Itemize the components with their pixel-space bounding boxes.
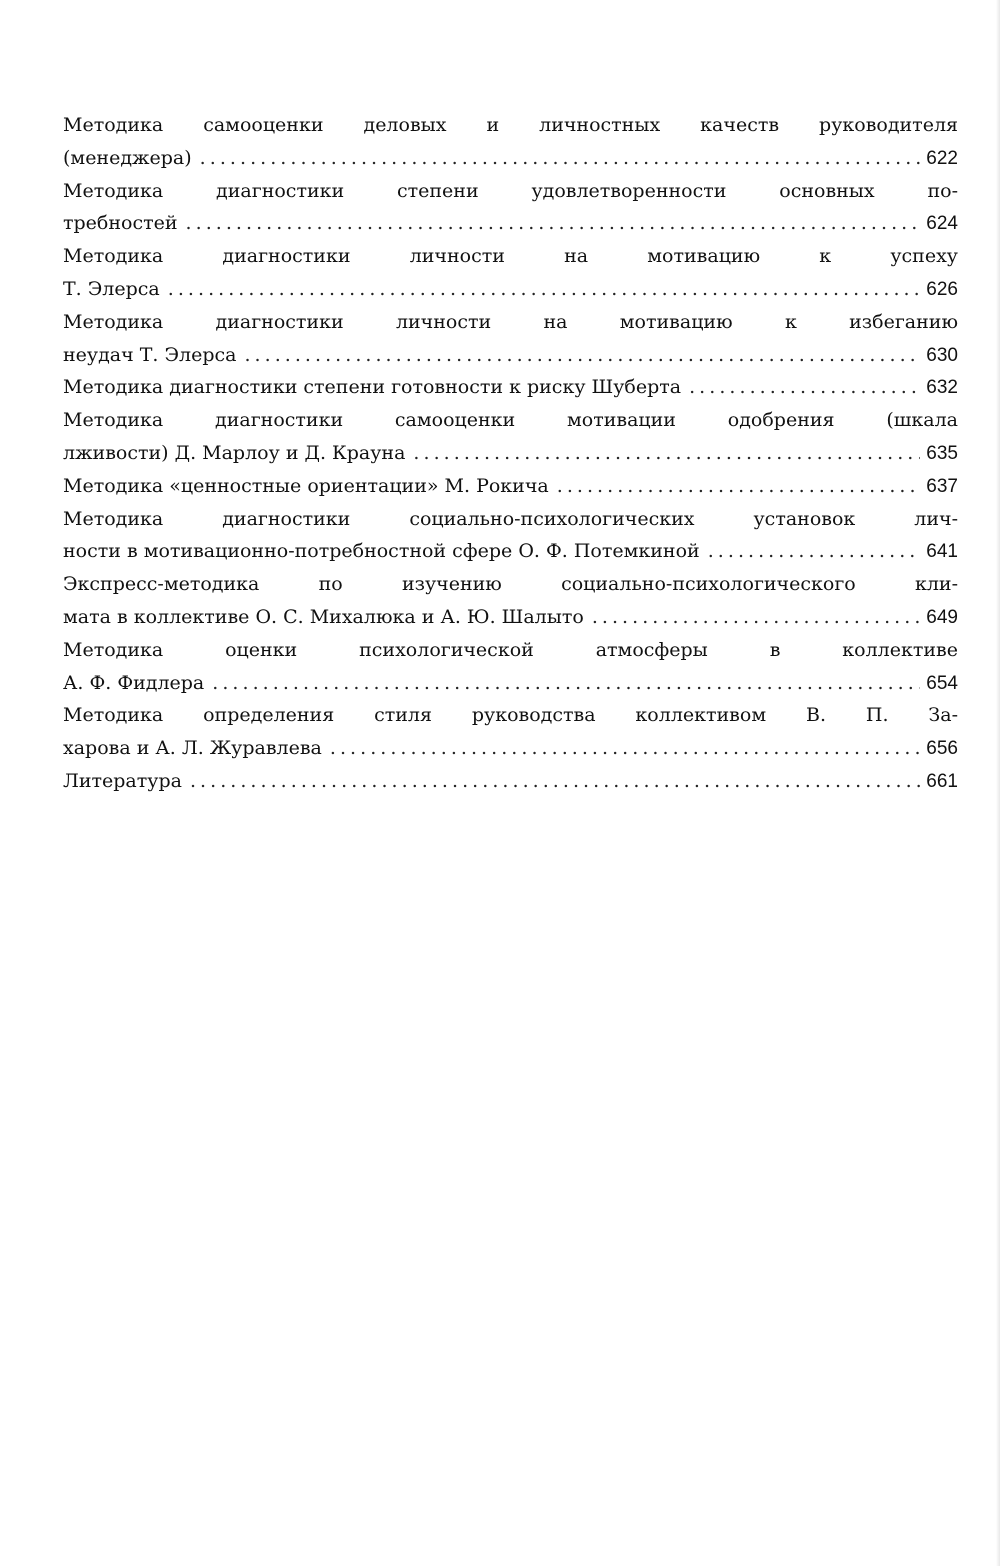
page-number: 622: [926, 147, 958, 169]
toc-entry: [63, 371, 958, 404]
toc-entry-title-end: Методика диагностики степени готовности к риску Шуберта: [63, 376, 682, 399]
dot-leader: [192, 142, 920, 175]
scan-edge: [996, 0, 1000, 1566]
toc-entry: [63, 568, 958, 634]
page-number: 649: [926, 606, 958, 628]
toc-entry: [63, 109, 958, 175]
toc-entry-title-end: А. Ф. Фидлера: [63, 671, 205, 694]
page-number: 641: [926, 541, 958, 563]
dot-leader: [160, 273, 920, 306]
toc-entry-final-line: [63, 142, 958, 175]
page-number: 661: [926, 770, 958, 792]
table-of-contents: [63, 109, 958, 798]
toc-entry-title-line: Методика диагностики социально-психологических установок лич-: [63, 507, 958, 530]
toc-entry: [63, 404, 958, 470]
toc-entry: [63, 503, 958, 569]
dot-leader: [584, 601, 920, 634]
toc-entry-final-line: [63, 601, 958, 634]
toc-entry: [63, 699, 958, 765]
toc-entry-title-end: (менеджера): [63, 146, 192, 169]
toc-entry-final-line: [63, 437, 958, 470]
page-number: 624: [926, 213, 958, 235]
toc-entry-final-line: [63, 207, 958, 240]
dot-leader: [236, 339, 920, 372]
toc-entry-title-end: неудач Т. Элерса: [63, 343, 237, 366]
dot-leader: [700, 535, 920, 568]
dot-leader: [681, 371, 920, 404]
toc-entry-final-line: [63, 535, 958, 568]
toc-entry-title-end: ности в мотивационно-потребностной сфере О. Ф. Потемкиной: [63, 540, 700, 563]
toc-entry: [63, 470, 958, 503]
toc-entry-final-line: [63, 339, 958, 372]
toc-entry-title-line: Методика самооценки деловых и личностных качеств руководителя: [63, 114, 958, 136]
toc-entry-title-end: Методика «ценностные ориентации» М. Рокича: [63, 474, 549, 497]
toc-entry-final-line: [63, 470, 958, 503]
toc-entry-title-line: Методика диагностики личности на мотивацию к избеганию: [63, 310, 958, 333]
page-number: 654: [926, 672, 958, 694]
toc-entry: [63, 634, 958, 700]
toc-entry-final-line: [63, 732, 958, 765]
page-number: 630: [926, 344, 958, 366]
dot-leader: [204, 667, 920, 700]
toc-entry-title-line: Методика определения стиля руководства коллективом В. П. За-: [63, 704, 958, 727]
toc-entry-final-line: [63, 371, 958, 404]
toc-entry-title-line: Экспресс-методика по изучению социально-психологического кли-: [63, 573, 958, 596]
toc-entry: [63, 175, 958, 241]
toc-entry-final-line: [63, 273, 958, 306]
page-number: 626: [926, 278, 958, 300]
toc-entry-final-line: [63, 667, 958, 700]
toc-entry-title-end: требностей: [63, 212, 178, 235]
page-number: 656: [926, 738, 958, 760]
toc-entry-title-line: Методика оценки психологической атмосферы в коллективе: [63, 638, 958, 661]
dot-leader: [178, 207, 920, 240]
page-number: 635: [926, 442, 958, 464]
toc-entry-title-line: Методика диагностики самооценки мотивации одобрения (шкала: [63, 409, 958, 432]
toc-entry-title-line: Методика диагностики степени удовлетворенности основных по-: [63, 179, 958, 202]
toc-entry: [63, 765, 958, 798]
dot-leader: [549, 470, 920, 503]
toc-entry: [63, 306, 958, 372]
toc-entry-title-end: мата в коллективе О. С. Михалюка и А. Ю. Шалыто: [63, 605, 584, 628]
toc-entry-title-end: харова и А. Л. Журавлева: [63, 737, 322, 760]
dot-leader: [182, 765, 920, 798]
toc-entry-title-end: Т. Элерса: [63, 277, 160, 300]
dot-leader: [405, 437, 920, 470]
toc-entry-title-end: лживости) Д. Марлоу и Д. Крауна: [63, 441, 406, 464]
dot-leader: [322, 732, 920, 765]
toc-entry-title-end: Литература: [63, 769, 182, 792]
toc-entry-final-line: [63, 765, 958, 798]
toc-entry: [63, 240, 958, 306]
page-number: 637: [926, 475, 958, 497]
toc-entry-title-line: Методика диагностики личности на мотивацию к успеху: [63, 245, 958, 268]
page-number: 632: [926, 377, 958, 399]
